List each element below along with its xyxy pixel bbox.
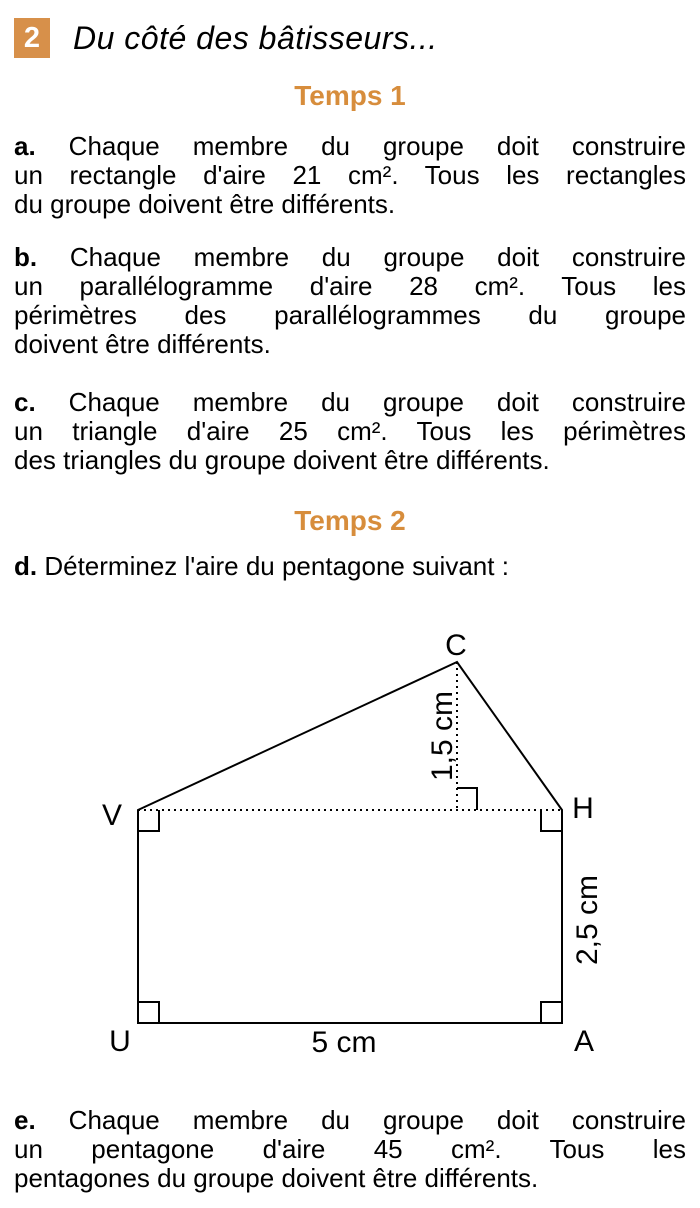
exercise-title: Du côté des bâtisseurs... xyxy=(73,19,438,56)
exercise-number-badge: 2 xyxy=(14,18,50,58)
dimension-label-base: 5 cm xyxy=(311,1026,377,1059)
right-angle-mark-u xyxy=(138,1002,159,1023)
right-angle-mark-altitude-foot xyxy=(457,788,477,810)
paragraph-b-line-4: doivent être différents. xyxy=(14,329,271,359)
paragraph-a xyxy=(14,132,686,219)
paragraph-d-line-1: d. Déterminez l'aire du pentagone suivant : xyxy=(14,551,509,581)
pentagon-outline xyxy=(138,662,562,1023)
exercise-header xyxy=(14,18,686,58)
paragraph-d xyxy=(14,552,686,581)
paragraph-a-line-1: a. Chaque membre du groupe doit construire xyxy=(14,131,686,161)
paragraph-e xyxy=(14,1106,686,1193)
paragraph-b-line-2: un parallélogramme d'aire 28 cm². Tous les xyxy=(14,271,686,301)
paragraph-c-line-2: un triangle d'aire 25 cm². Tous les périmètres xyxy=(14,416,686,446)
vertex-label-v: V xyxy=(101,799,123,832)
vertex-label-u: U xyxy=(109,1025,131,1058)
right-angle-mark-v xyxy=(138,810,159,831)
dimension-label-altitude: 1,5 cm xyxy=(426,690,459,782)
paragraph-c-line-1: c. Chaque membre du groupe doit construire xyxy=(14,387,686,417)
paragraph-b-line-3: périmètres des parallélogrammes du groupe xyxy=(14,300,686,330)
heading-temps-2: Temps 2 xyxy=(294,505,406,536)
paragraph-e-line-2: un pentagone d'aire 45 cm². Tous les xyxy=(14,1134,686,1164)
paragraph-c xyxy=(14,388,686,475)
pentagon-figure xyxy=(14,620,700,1070)
paragraph-a-line-2: un rectangle d'aire 21 cm². Tous les rectangles xyxy=(14,160,686,190)
paragraph-e-line-3: pentagones du groupe doivent être différents. xyxy=(14,1163,539,1193)
paragraph-d-label: d. xyxy=(14,551,38,581)
paragraph-a-label: a. xyxy=(14,131,36,161)
vertex-label-c: C xyxy=(445,629,467,662)
dimension-label-right-side: 2,5 cm xyxy=(571,874,604,966)
paragraph-e-label: e. xyxy=(14,1105,36,1135)
paragraph-c-label: c. xyxy=(14,387,36,417)
vertex-label-h: H xyxy=(572,792,594,825)
paragraph-b-line-1: b. Chaque membre du groupe doit construire xyxy=(14,242,686,272)
heading-temps-1: Temps 1 xyxy=(294,80,406,111)
paragraph-b xyxy=(14,243,686,359)
paragraph-c-line-3: des triangles du groupe doivent être différents. xyxy=(14,445,550,475)
right-angle-mark-h xyxy=(541,810,562,831)
right-angle-mark-a xyxy=(541,1002,562,1023)
vertex-label-a: A xyxy=(573,1025,595,1058)
paragraph-b-label: b. xyxy=(14,242,38,272)
paragraph-e-line-1: e. Chaque membre du groupe doit construire xyxy=(14,1105,686,1135)
paragraph-a-line-3: du groupe doivent être différents. xyxy=(14,189,396,219)
